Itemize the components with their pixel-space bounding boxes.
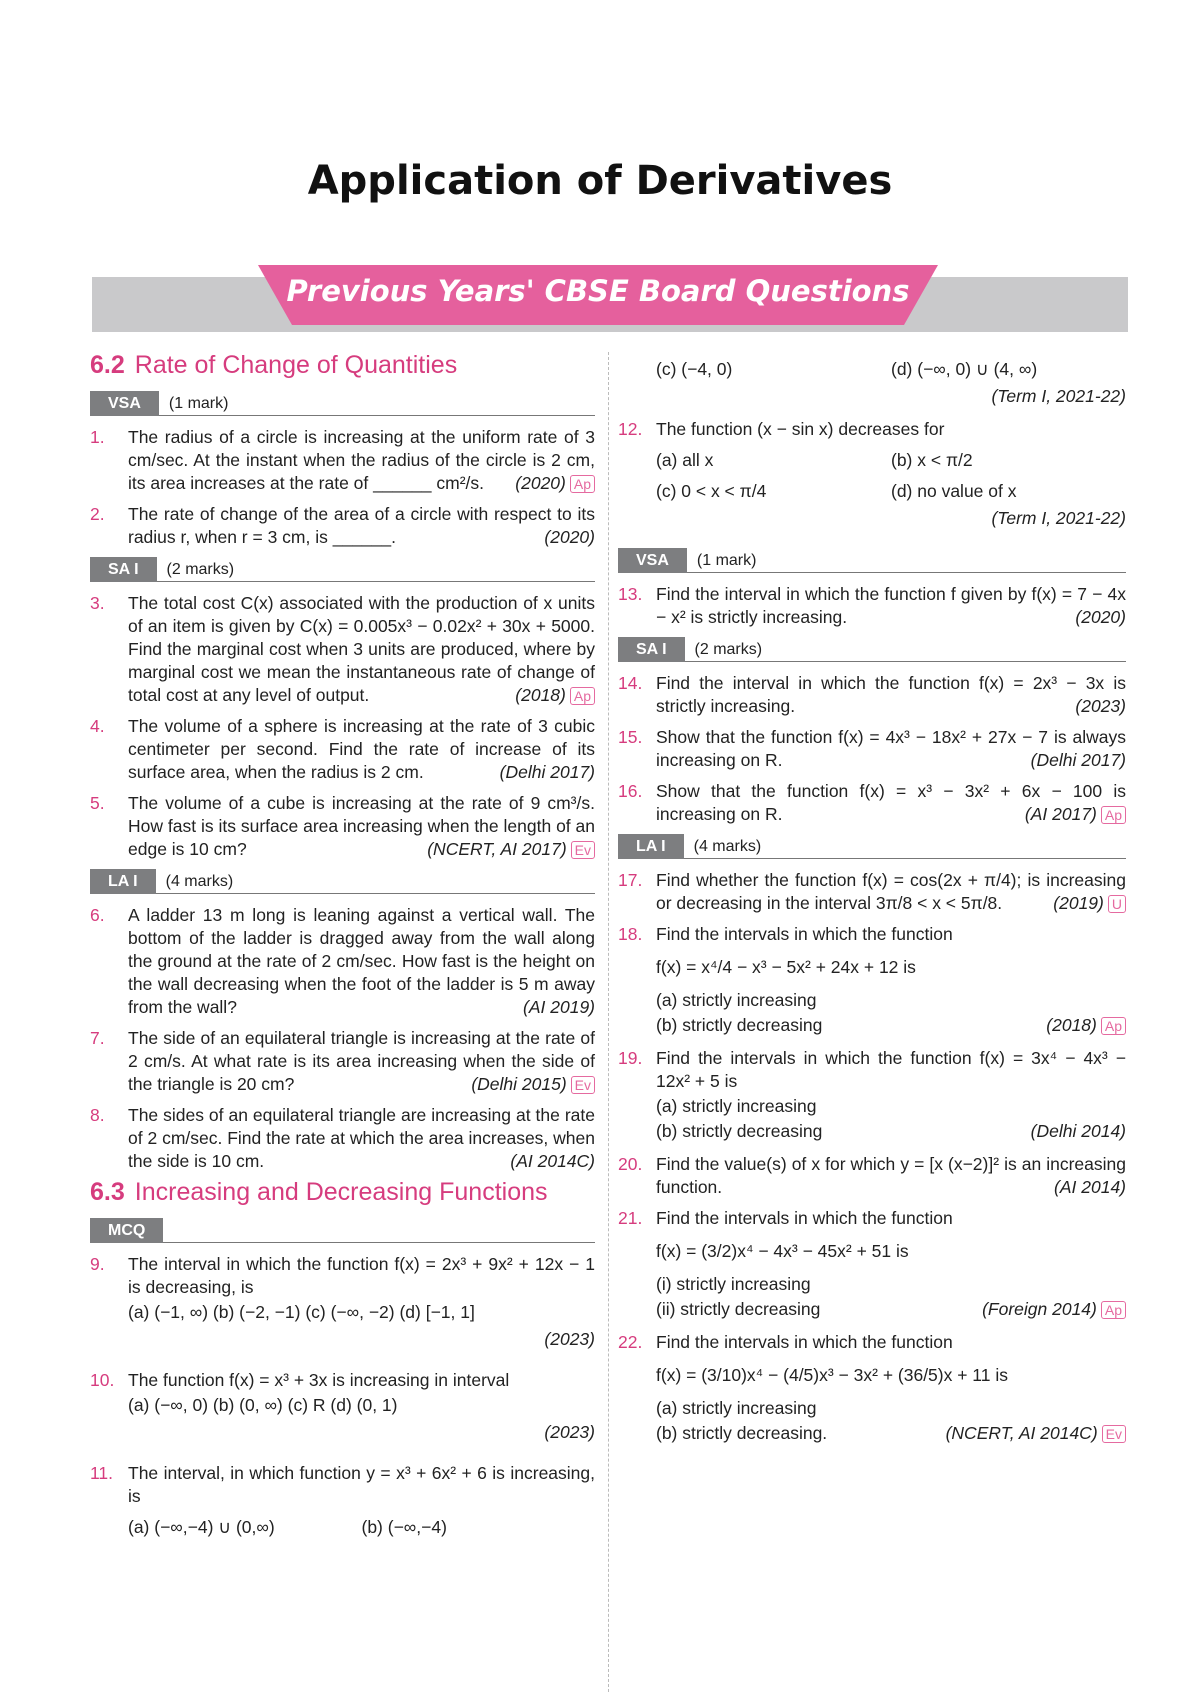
question-text: Show that the function f(x) = x³ − 3x² + 6x − 100 is increasing on R. [656,781,1126,824]
left-column [90,350,595,1547]
tag-label: VSA [90,391,159,416]
question-options: (a) (−∞, 0) (b) (0, ∞) (c) R (d) (0, 1) [128,1395,398,1415]
question [618,726,1126,772]
section-heading [90,1178,595,1206]
section-number: 6.3 [90,1178,125,1206]
option-b: (b) (−∞,−4) [361,1517,447,1537]
section-number: 6.2 [90,351,125,379]
badge: Ap [1101,806,1126,824]
question-source: (Term I, 2021-22) [991,508,1126,528]
marks-tag [90,391,595,416]
question [618,1047,1126,1145]
question-number: 4. [90,716,105,736]
question [90,503,595,549]
question-text: Show that the function f(x) = 4x³ − 18x² + 27x − 7 is always increasing on R. [656,727,1126,770]
tag-label: LA I [618,834,684,859]
question-number: 22. [618,1332,643,1352]
question-text: Find the interval in which the function f given by f(x) = 7 − 4x − x² is strictly increasing. [656,584,1126,627]
question-text: The interval in which the function f(x) = 2x³ + 9x² + 12x − 1 is decreasing, is [128,1254,595,1297]
function-formula: f(x) = (3/10)x⁴ − (4/5)x³ − 3x² + (36/5)x + 11 is [656,1365,1008,1385]
question-text: The volume of a sphere is increasing at the rate of 3 cubic centimeter per second. Find the rate of increase of its surface area, when the radius is 2 cm. [128,716,595,782]
question-number: 11. [90,1463,114,1483]
question-number: 15. [618,727,643,747]
question-text: The volume of a cube is increasing at the rate of 9 cm³/s. How fast is its surface area increasing when the length of an edge is 10 cm? [128,793,595,859]
section-title: Rate of Change of Quantities [134,351,458,379]
tag-label: LA I [90,869,156,894]
question-text: The side of an equilateral triangle is increasing at the rate of 2 cm/s. At what rate is its area increasing when the side of the triangle is 20 cm? [128,1028,595,1094]
question [618,672,1126,718]
question-number: 20. [618,1154,643,1174]
question-number: 10. [90,1370,115,1390]
tag-marks: (1 mark) [168,394,229,412]
question-number: 3. [90,593,105,613]
question-source: (2023) [544,1329,595,1349]
option-d: (d) no value of x [891,481,1017,501]
question-number: 17. [618,870,643,890]
question-number: 14. [618,673,643,693]
question-source: (2023) [544,1422,595,1442]
question-number: 1. [90,427,105,447]
question-number: 7. [90,1028,105,1048]
question-text: The sides of an equilateral triangle are increasing at the rate of 2 cm/sec. Find the rate at which the area increases, when the side is 10 cm. [128,1105,595,1171]
question-text: Find the interval in which the function f(x) = 2x³ − 3x is strictly increasing. [656,673,1126,716]
question-text: The function (x − sin x) decreases for [656,419,945,439]
badge: Ev [1102,1425,1126,1443]
question-source: (2020) [544,527,595,547]
question-number: 18. [618,924,643,944]
question-source: (AI 2017) [1024,804,1097,824]
question-number: 16. [618,781,643,801]
page-title: Application of Derivatives [307,158,893,204]
badge: Ev [571,841,595,859]
question [90,426,595,495]
banner-title: Previous Years' CBSE Board Questions [286,274,910,308]
option-c: (c) (−4, 0) [656,359,733,379]
question-source: (2018) [1046,1015,1097,1035]
badge: Ap [1101,1017,1126,1035]
question-source: (2020) [515,473,566,493]
question [90,792,595,861]
option-a: (a) (−∞,−4) ∪ (0,∞) [128,1517,275,1537]
question-text: The radius of a circle is increasing at the uniform rate of 3 cm/sec. At the instant when the radius of the circle is 2 cm, its area increases at the rate of ______ cm²/s. [128,427,595,493]
marks-tag [618,548,1126,573]
question [90,1369,595,1454]
tag-marks: (4 marks) [693,837,762,855]
question [618,869,1126,915]
badge: Ap [570,687,595,705]
marks-tag [90,557,595,582]
section-title: Increasing and Decreasing Functions [134,1178,548,1206]
question-source: (NCERT, AI 2014C) [945,1423,1098,1443]
question-number: 2. [90,504,105,524]
question-source: (2018) [515,685,566,705]
badge: Ev [571,1076,595,1094]
badge: Ap [1101,1301,1126,1319]
option-a: (a) strictly increasing [656,1398,817,1418]
question-text: Find whether the function f(x) = cos(2x + π/4); is increasing or decreasing in the interval 3π/8 < x < 5π/8. [656,870,1126,913]
question [618,1153,1126,1199]
question-text: Find the intervals in which the function [656,924,953,944]
option-b: (b) x < π/2 [891,450,973,470]
tag-marks: (1 mark) [696,551,757,569]
function-formula: f(x) = x⁴/4 − x³ − 5x² + 24x + 12 is [656,957,916,977]
question-source: (Delhi 2014) [1030,1121,1126,1141]
question-source: (Foreign 2014) [982,1299,1097,1319]
question-number: 12. [618,419,643,439]
question-source: (Delhi 2015) [471,1074,567,1094]
question [90,1462,595,1539]
tag-label: MCQ [90,1218,163,1243]
option-b: (b) strictly decreasing [656,1015,823,1035]
question-number: 9. [90,1254,105,1274]
question-text: A ladder 13 m long is leaning against a vertical wall. The bottom of the ladder is dragged away from the wall along the ground at the rate of 2 cm/sec. How fast is the height on the wall decreasing when the foot of the ladder is 5 m away from the wall? [128,905,595,1017]
question-source: (Delhi 2017) [1030,750,1126,770]
marks-tag [618,834,1126,859]
question-text: The rate of change of the area of a circle with respect to its radius r, when r = 3 cm, is ______. [128,504,595,547]
question-number: 8. [90,1105,105,1125]
option-b: (b) strictly decreasing. [656,1423,828,1443]
question [618,418,1126,540]
options-row [656,358,1126,381]
question-text: The interval, in which function y = x³ + 6x² + 6 is increasing, is [128,1463,595,1506]
marks-tag [90,869,595,894]
badge: U [1108,895,1126,913]
option-b: (ii) strictly decreasing [656,1299,821,1319]
question-source: (AI 2019) [523,997,595,1017]
question-number: 5. [90,793,105,813]
badge: Ap [570,475,595,493]
question [618,923,1126,1039]
question [90,1253,595,1361]
function-formula: f(x) = (3/2)x⁴ − 4x³ − 45x² + 51 is [656,1241,909,1261]
option-c: (c) 0 < x < π/4 [656,481,767,501]
question-source: (AI 2014C) [510,1151,595,1171]
option-a: (a) strictly increasing [656,1096,817,1116]
column-divider [608,352,609,1692]
question-number: 6. [90,905,105,925]
question [90,1027,595,1096]
option-a: (a) strictly increasing [656,990,817,1010]
question [618,583,1126,629]
question-source: (Term I, 2021-22) [991,386,1126,406]
tag-label: VSA [618,548,687,573]
right-column [618,350,1126,1455]
option-d: (d) (−∞, 0) ∪ (4, ∞) [891,359,1038,379]
question-number: 13. [618,584,643,604]
tag-label: SA I [618,637,685,662]
question [90,715,595,784]
question [90,904,595,1019]
question-source: (2019) [1053,893,1104,913]
question-source: (NCERT, AI 2017) [427,839,567,859]
question-source: (AI 2014) [1054,1177,1126,1197]
question-source: (Delhi 2017) [499,762,595,782]
question-text: Find the value(s) of x for which y = [x (x−2)]² is an increasing function. [656,1154,1126,1197]
question [90,592,595,707]
option-a: (a) all x [656,450,714,470]
tag-marks: (2 marks) [694,640,763,658]
question [90,1104,595,1173]
tag-marks: (4 marks) [165,872,234,890]
question-source: (2023) [1075,696,1126,716]
option-b: (b) strictly decreasing [656,1121,823,1141]
question-options: (a) (−1, ∞) (b) (−2, −1) (c) (−∞, −2) (d) [−1, 1] [128,1302,475,1322]
question-text: The total cost C(x) associated with the production of x units of an item is given by C(x) = 0.005x³ − 0.02x² + 30x + 5000. Find the marginal cost when 3 units are produced, where by marginal cost we mean the instantaneous rate of change of total cost at any level of output. [128,593,595,705]
question [618,1331,1126,1447]
option-a: (i) strictly increasing [656,1274,811,1294]
marks-tag [618,637,1126,662]
question [618,780,1126,826]
question-text: Find the intervals in which the function [656,1208,953,1228]
question-source: (2020) [1075,607,1126,627]
question-text: The function f(x) = x³ + 3x is increasing in interval [128,1370,510,1390]
question-text: Find the intervals in which the function f(x) = 3x⁴ − 4x³ − 12x² + 5 is [656,1048,1126,1091]
section-heading [90,351,595,379]
question-number: 19. [618,1048,643,1068]
question-text: Find the intervals in which the function [656,1332,953,1352]
tag-label: SA I [90,557,157,582]
marks-tag [90,1218,595,1243]
question [618,1207,1126,1323]
tag-marks: (2 marks) [166,560,235,578]
question-number: 21. [618,1208,643,1228]
